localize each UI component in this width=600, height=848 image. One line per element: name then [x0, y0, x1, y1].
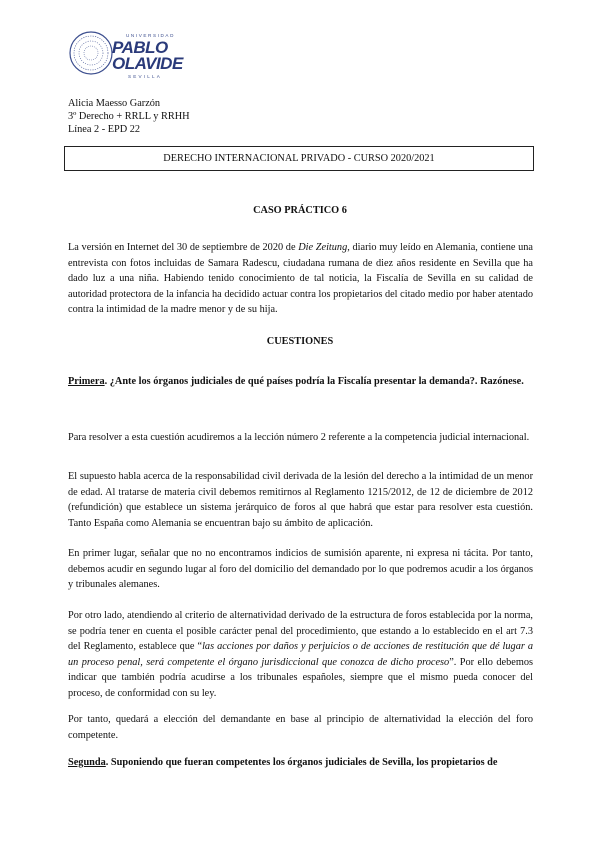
newspaper-name: Die Zeitung — [298, 242, 348, 253]
course-title: DERECHO INTERNACIONAL PRIVADO - CURSO 2020/2021 — [163, 153, 435, 164]
answer-4-quote: las acciones por daños y perjuicios o de acciones de restitución que dé lugar a un proceso penal, será competente el órgano jurisdiccional que conozca de dicho proceso — [68, 641, 534, 668]
answer-paragraph-1: Para resolver a esta cuestión acudiremos a la lección número 2 referente a la competencia judicial internacional. — [68, 432, 530, 443]
question-1-label: Primera — [68, 376, 105, 387]
intro-text-start: La versión en Internet del 30 de septiembre de 2020 de — [68, 242, 299, 253]
question-2-label: Segunda — [68, 757, 106, 768]
answer-4-text-start: Por otro lado, atendiendo al criterio de alternatividad derivado de la estructura de foros establecida por la norma, se podría tener en cuenta el posible carácter penal del procedimiento, que estando a lo establecido en el art 7.3 del Reglamento, establece que “ — [68, 610, 533, 653]
university-logo — [68, 30, 183, 82]
case-title: CASO PRÁCTICO 6 — [253, 205, 347, 216]
group-line: Línea 2 - EPD 22 — [68, 124, 141, 135]
logo-emblem-icon — [68, 30, 114, 76]
logo-name-line1: PABLO — [112, 38, 168, 57]
question-2 — [68, 755, 533, 771]
logo-city-label: SEVILLA — [128, 74, 163, 79]
answer-4-text-end: ”. Por ello debemos indicar que también podría acudirse a los tribunales españoles, siempre que el mismo pueda conocer del proceso, de conformidad con su ley. — [68, 656, 533, 699]
question-2-text: . Suponiendo que fueran competentes los órganos judiciales de Sevilla, los propietarios de — [105, 757, 498, 768]
logo-university-label: UNIVERSIDAD — [126, 33, 175, 38]
question-1-text: . ¿Ante los órganos judiciales de qué países podría la Fiscalía presentar la demanda?. Razónese. — [104, 376, 524, 387]
questions-title: CUESTIONES — [266, 336, 334, 347]
course-title-box — [64, 146, 534, 171]
intro-paragraph — [68, 240, 533, 318]
logo-name-line2: OLAVIDE — [112, 54, 183, 73]
intro-text-rest: , diario muy leído en Alemania, contiene una entrevista con fotos incluidas de Samara Radescu, ciudadana rumana de diez años residente en Sevilla que ha dado luz a una niña. Habiendo tenido conocimiento de tal noticia, la Fiscalía de Sevilla en su calidad de autoridad protectora de la infancia ha decidido actuar contra los propietarios del citado medio por haber atentado contra la intimidad de la madre menor y de su hija. — [68, 242, 533, 316]
answer-paragraph-5: Por tanto, quedará a elección del demandante en base al principio de alternatividad la elección del foro competente. — [68, 714, 533, 741]
question-1 — [68, 374, 533, 390]
answer-paragraph-3: En primer lugar, señalar que no no encontramos indicios de sumisión aparente, ni expresa ni tácita. Por tanto, debemos acudir en segundo lugar al foro del domicilio del demandado por lo que podremos acudir a los órganos y tribunales alemanes. — [68, 548, 533, 591]
author-name: Alicia Maesso Garzón — [68, 98, 161, 109]
degree-line: 3º Derecho + RRLL y RRHH — [68, 111, 190, 122]
answer-paragraph-2: El supuesto habla acerca de la responsabilidad civil derivada de la lesión del derecho a la intimidad de un menor de edad. Al tratarse de materia civil debemos remitirnos al Reglamento 1215/2012, de 12 de diciembre de 2012 (refundición) que establece un sistema jerárquico de foros al que habrá que estar para resolver esta cuestión. Tanto España como Alemania se encuentran bajo su ámbito de aplicación. — [68, 471, 533, 529]
answer-paragraph-4 — [68, 608, 533, 702]
